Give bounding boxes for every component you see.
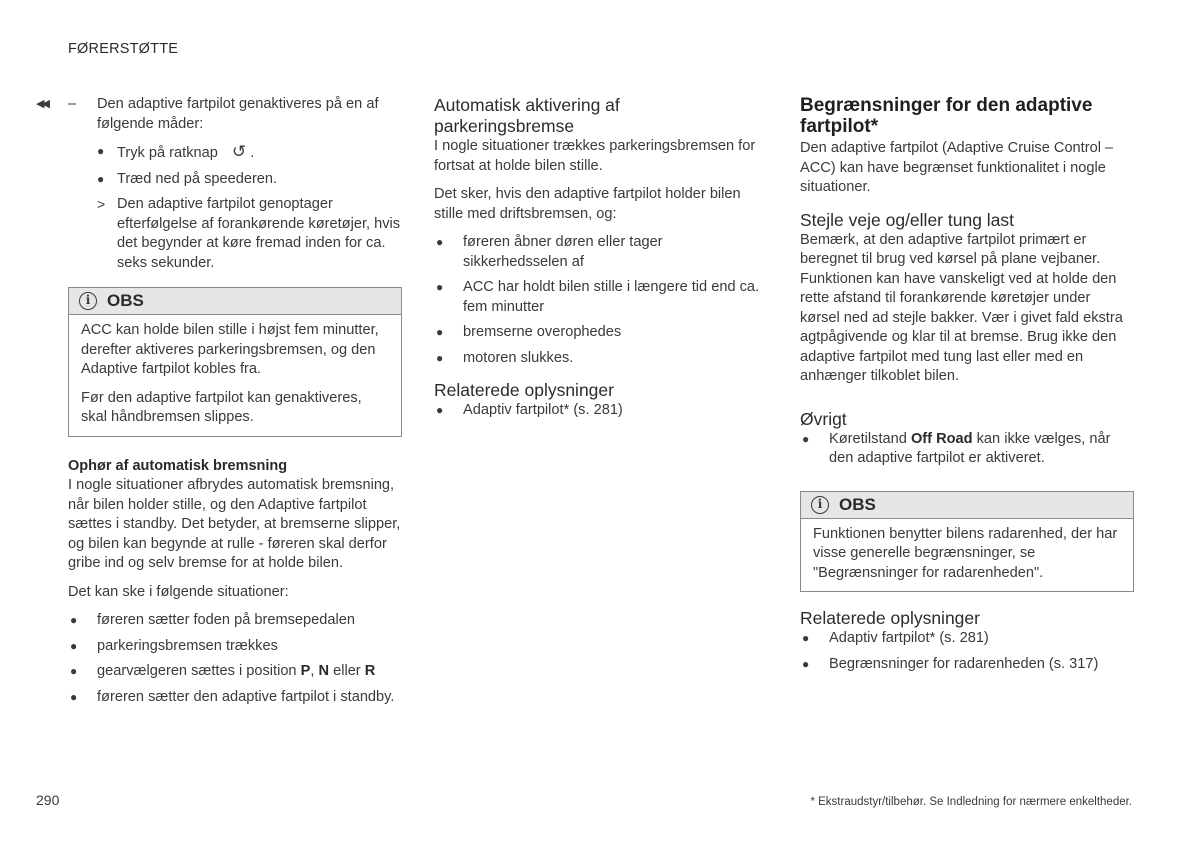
note-header <box>801 492 1133 519</box>
list-item-text: gearvælgeren sættes i position <box>97 663 297 679</box>
bullet-icon: ● <box>97 171 105 186</box>
list-item-text: Den adaptive fartpilot genoptager efterfølgelse af forankørende køretøjer, hvis det begynder at køre fremad inden for ca. seks sekunder. <box>117 196 401 271</box>
note-body <box>801 519 1133 592</box>
note-paragraph: Funktionen benytter bilens radarenhed, der har visse generelle begrænsninger, se "Begrænsninger for radarenheden". <box>813 525 1118 581</box>
bullet-icon: ● <box>97 144 105 158</box>
intro-block <box>36 95 402 134</box>
page-section-title: Begrænsninger for den adaptive fartpilot* <box>800 95 1093 137</box>
bullet-icon: ● <box>802 656 810 671</box>
list-item <box>97 195 402 273</box>
list-item <box>800 430 1134 469</box>
bullet-icon: ● <box>436 403 444 417</box>
gear-n: N <box>318 663 330 679</box>
section-heading: Stejle veje og/eller tung last <box>800 209 1015 230</box>
list-item-text: Tryk på ratknap <box>117 145 218 161</box>
gear-or: eller <box>333 663 361 679</box>
bullet-icon: ● <box>70 638 78 653</box>
list-item <box>434 278 764 317</box>
page-header: FØRERSTØTTE <box>68 41 179 57</box>
list-item <box>68 662 402 682</box>
list-item <box>68 637 402 657</box>
obs-note <box>68 287 402 437</box>
bullet-icon: ● <box>70 664 78 678</box>
info-icon: i <box>811 496 829 514</box>
related-link-text[interactable]: Begrænsninger for radarenheden (s. 317) <box>829 655 1099 672</box>
reactivate-icon: ↺ <box>231 142 247 161</box>
bullet-icon: ● <box>436 235 444 249</box>
bullet-icon: ● <box>436 325 444 339</box>
related-heading: Relaterede oplysninger <box>800 608 980 628</box>
related-link-text[interactable]: Adaptiv fartpilot* (s. 281) <box>829 630 989 646</box>
gear-r: R <box>364 663 376 679</box>
list-item-text: ACC har holdt bilen stille i længere tid end ca. fem minutter <box>463 279 760 315</box>
list-item-text: føreren sætter foden på bremsepedalen <box>97 612 355 628</box>
reactivate-list <box>36 142 402 273</box>
related-link-text[interactable]: Adaptiv fartpilot* (s. 281) <box>463 402 623 418</box>
section-heading: Ophør af automatisk bremsning <box>68 457 288 474</box>
note-paragraph: Før den adaptive fartpilot kan genaktiveres, skal håndbremsen slippes. <box>81 389 362 425</box>
related-link[interactable] <box>434 401 764 421</box>
bullet-icon: ● <box>70 613 78 627</box>
list-item-suffix: . <box>250 145 255 161</box>
list-item <box>97 142 402 164</box>
column-3 <box>800 95 1134 680</box>
condition-list <box>434 233 764 368</box>
other-list <box>800 430 1134 469</box>
related-link[interactable] <box>800 655 1134 675</box>
page-number: 290 <box>36 792 60 808</box>
list-item-text: føreren åbner døren eller tager sikkerhedsselen af <box>463 234 663 270</box>
bullet-icon: ● <box>802 431 810 446</box>
section-paragraph: Det kan ske i følgende situationer: <box>68 583 289 600</box>
list-item-text: motoren slukkes. <box>463 349 574 366</box>
section-paragraph: Bemærk, at den adaptive fartpilot primært er beregnet til brug ved kørsel på plane vejbaner. Funktionen kan have vanskeligt ved at holde den rette afstand til forankørende køretøjer under kørsel ned ad stejle bakker. Vær i givet fald ekstra agtpågivende og klar til at bremse. Brug ikke den adaptive fartpilot med tung last eller med en anhænger tilkoblet bilen. <box>800 231 1123 384</box>
footnote: * Ekstraudstyr/tilbehør. Se Indledning for nærmere enkeltheder. <box>810 796 1132 808</box>
note-title: OBS <box>107 291 144 311</box>
list-item <box>434 233 764 272</box>
list-item-text: parkeringsbremsen trækkes <box>97 637 278 654</box>
list-item-text: Køretilstand <box>829 430 907 447</box>
column-1 <box>36 95 402 713</box>
related-list <box>434 401 764 421</box>
result-mark: > <box>97 196 106 212</box>
section-heading: Automatisk aktivering af parkeringsbremse <box>434 95 620 136</box>
note-header <box>69 288 401 315</box>
section-heading: Øvrigt <box>800 408 847 429</box>
section-paragraph: I nogle situationer afbrydes automatisk bremsning, når bilen holder stille, og den Adaptive fartpilot sættes i standby. Det betyder, at bremserne slipper, og bilen kan begynde at rulle - føreren skal derfor gribe ind og selv bremse for at holde bilen. <box>68 477 401 571</box>
list-item-text: føreren sætter den adaptive fartpilot i standby. <box>97 688 395 705</box>
note-paragraph: ACC kan holde bilen stille i højst fem minutter, derefter aktiveres parkeringsbremsen, og den Adaptive fartpilot kobles fra. <box>81 322 379 377</box>
intro-text: Den adaptive fartpilot genaktiveres på en af følgende måder: <box>97 96 379 132</box>
gear-p: P <box>300 663 311 679</box>
related-link[interactable] <box>800 629 1134 649</box>
bullet-icon: ● <box>70 689 78 704</box>
obs-note <box>800 491 1134 593</box>
list-item-text: Træd ned på speederen. <box>117 170 278 187</box>
bullet-icon: ● <box>436 280 444 294</box>
continue-icon: ◀◀ <box>36 98 47 110</box>
info-icon: i <box>79 292 97 310</box>
stop-braking-section <box>36 457 402 708</box>
note-body <box>69 315 401 436</box>
bullet-icon: ● <box>436 350 444 365</box>
list-item <box>434 349 764 369</box>
related-list <box>800 629 1134 674</box>
list-item <box>68 688 402 708</box>
related-heading: Relaterede oplysninger <box>434 380 614 400</box>
bullet-icon: ● <box>802 631 810 645</box>
list-item-text: kan ikke vælges, når den adaptive fartpilot er aktiveret. <box>829 430 1111 466</box>
column-2 <box>434 95 764 427</box>
list-item <box>434 323 764 343</box>
section-paragraph: Den adaptive fartpilot (Adaptive Cruise Control – ACC) kan have begrænset funktionalitet i nogle situationer. <box>800 140 1114 195</box>
list-item <box>97 170 402 190</box>
section-paragraph: I nogle situationer trækkes parkeringsbremsen for fortsat at holde bilen stille. <box>434 138 756 174</box>
dash-mark: – <box>68 96 77 112</box>
gear-comma: , <box>310 663 315 679</box>
list-item <box>68 611 402 631</box>
note-title: OBS <box>839 494 876 514</box>
off-road-mode: Off Road <box>910 430 973 447</box>
list-item-text: bremserne overophedes <box>463 324 622 340</box>
section-paragraph: Det sker, hvis den adaptive fartpilot holder bilen stille med driftsbremsen, og: <box>434 186 741 222</box>
situation-list <box>68 611 402 707</box>
